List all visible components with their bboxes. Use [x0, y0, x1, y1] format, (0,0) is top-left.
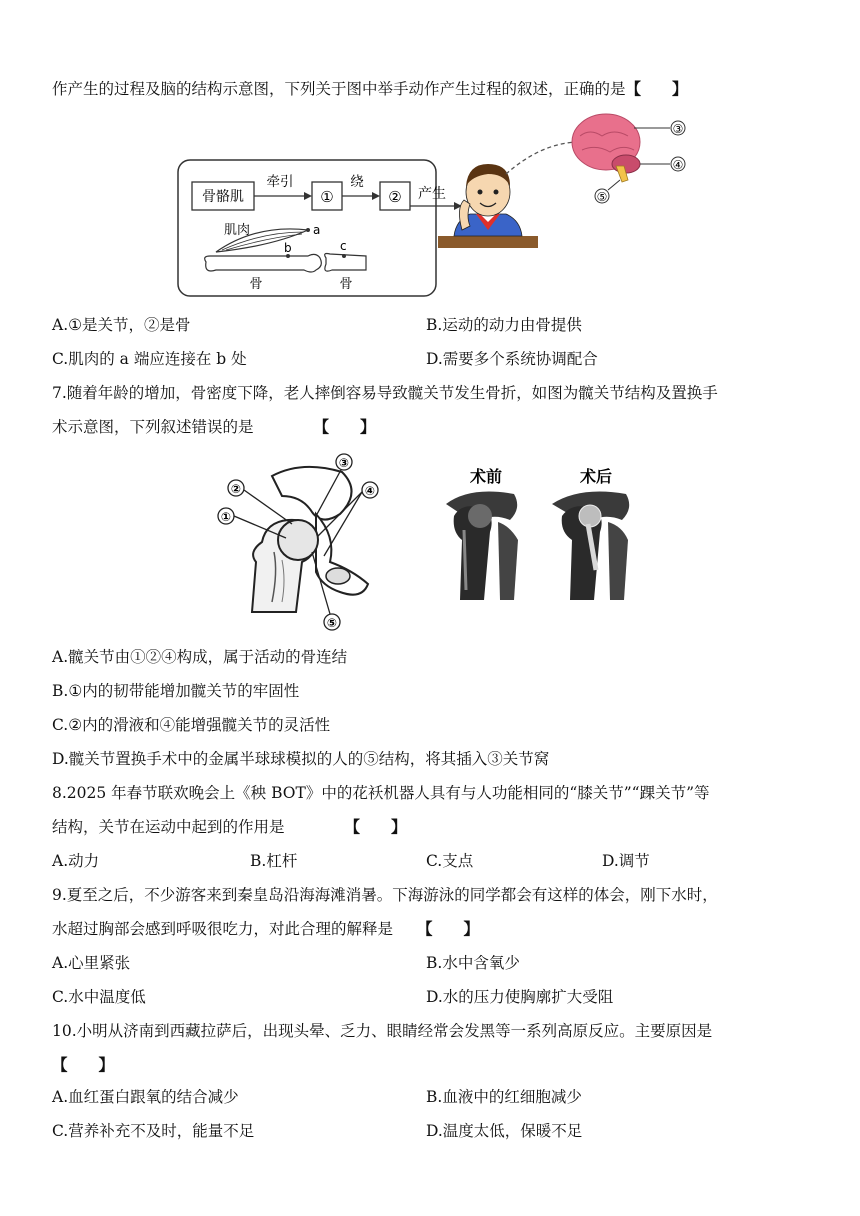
brain-mark-3: ③ [672, 122, 684, 136]
before-label: 术前 [469, 467, 503, 486]
answer-bracket[interactable]: 【 】 [344, 817, 407, 836]
bone-left [205, 254, 322, 272]
arrow-label-produce: 产生 [418, 186, 446, 202]
brain-mark-4: ④ [672, 158, 684, 172]
q10-option-a[interactable]: A.血红蛋白跟氧的结合减少 [52, 1088, 239, 1106]
answer-bracket[interactable]: 【 】 [417, 919, 480, 938]
joint-mark-1: ① [220, 510, 232, 524]
q6-stem: 作产生的过程及脑的结构示意图，下列关于图中举手动作产生过程的叙述，正确的是【 】 [52, 79, 688, 98]
joint-mark-2: ② [230, 482, 242, 496]
q6-option-c[interactable]: C.肌肉的 a 端应连接在 b 处 [52, 350, 247, 368]
q9-option-b[interactable]: B.水中含氧少 [426, 954, 520, 972]
q9-option-c[interactable]: C.水中温度低 [52, 988, 146, 1006]
q6-movement-diagram [176, 158, 438, 298]
xray-after [552, 492, 629, 600]
answer-bracket[interactable]: 【 】 [625, 79, 688, 98]
dashed-link [506, 142, 576, 174]
q9-option-a[interactable]: A.心里紧张 [52, 954, 131, 972]
brain-illustration [572, 114, 640, 182]
q7-stem-line1: 7.随着年龄的增加，骨密度下降，老人摔倒容易导致髋关节发生骨折，如图为髋关节结构及置换手 [52, 384, 718, 402]
joint-mark-5: ⑤ [326, 616, 338, 630]
q10-option-c[interactable]: C.营养补充不及时，能量不足 [52, 1122, 255, 1140]
brain-mark-5: ⑤ [596, 190, 608, 204]
point-a: a [313, 223, 321, 237]
q10-option-b[interactable]: B.血液中的红细胞减少 [426, 1088, 582, 1106]
q8-option-d[interactable]: D.调节 [602, 852, 650, 870]
q8-option-b[interactable]: B.杠杆 [250, 852, 298, 870]
q9-option-d[interactable]: D.水的压力使胸廓扩大受阻 [426, 988, 614, 1006]
point-c: c [340, 239, 347, 253]
node-1: ① [320, 188, 334, 206]
q7-option-d[interactable]: D.髋关节置换手术中的金属半球球模拟的人的⑤结构，将其插入③关节窝 [52, 750, 550, 768]
pelvis [272, 467, 352, 520]
q8-stem-line1: 8.2025 年春节联欢晚会上《秧 BOT》中的花袄机器人具有与人功能相同的“膝关节”“踝关节”等 [52, 784, 710, 802]
q9-stem-line2: 水超过胸部会感到呼吸很吃力，对此合理的解释是 【 】 [52, 919, 480, 938]
q6-option-b[interactable]: B.运动的动力由骨提供 [426, 316, 582, 334]
joint-mark-4: ④ [364, 484, 376, 498]
q9-stem-line1: 9.夏至之后，不少游客来到秦皇岛沿海海滩消暑。下海游泳的同学都会有这样的体会，刚下水时， [52, 886, 718, 904]
point-b: b [284, 241, 292, 255]
q6-option-a[interactable]: A.①是关节，②是骨 [52, 316, 191, 334]
bone-label-left: 骨 [249, 277, 263, 292]
q6-boy-brain-illustration [410, 108, 710, 268]
q6-option-d[interactable]: D.需要多个系统协调配合 [426, 350, 598, 368]
joint-mark-3: ③ [338, 456, 350, 470]
q10-stem-line1: 10.小明从济南到西藏拉萨后，出现头晕、乏力、眼睛经常会发黑等一系列高原反应。主要原因是 [52, 1022, 713, 1040]
diagram-frame [178, 160, 436, 296]
q7-option-a[interactable]: A.髋关节由①②④构成，属于活动的骨连结 [52, 648, 348, 666]
q8-stem-line2: 结构，关节在运动中起到的作用是 【 】 [52, 817, 407, 836]
muscle-label: 肌肉 [224, 223, 251, 238]
q7-option-b[interactable]: B.①内的韧带能增加髋关节的牢固性 [52, 682, 300, 700]
q7-hip-joint-structure [212, 452, 392, 632]
arrow-label-pull: 牵引 [266, 174, 294, 190]
q7-option-c[interactable]: C.②内的滑液和④能增强髋关节的灵活性 [52, 716, 331, 734]
node-2: ② [388, 188, 402, 206]
after-label: 术后 [579, 467, 613, 486]
q7-xray-before-after [440, 460, 650, 610]
bone-label-right: 骨 [339, 277, 353, 292]
q10-option-d[interactable]: D.温度太低，保暖不足 [426, 1122, 583, 1140]
q8-option-a[interactable]: A.动力 [52, 852, 100, 870]
arrow-label-around: 绕 [350, 174, 364, 190]
q8-option-c[interactable]: C.支点 [426, 852, 474, 870]
q7-stem-line2: 术示意图，下列叙述错误的是 【 】 [52, 417, 376, 436]
answer-bracket[interactable]: 【 】 [313, 417, 376, 436]
skeletal-muscle-label: 骨骼肌 [202, 189, 244, 205]
answer-bracket[interactable]: 【 】 [52, 1055, 115, 1074]
xray-before [446, 492, 518, 600]
